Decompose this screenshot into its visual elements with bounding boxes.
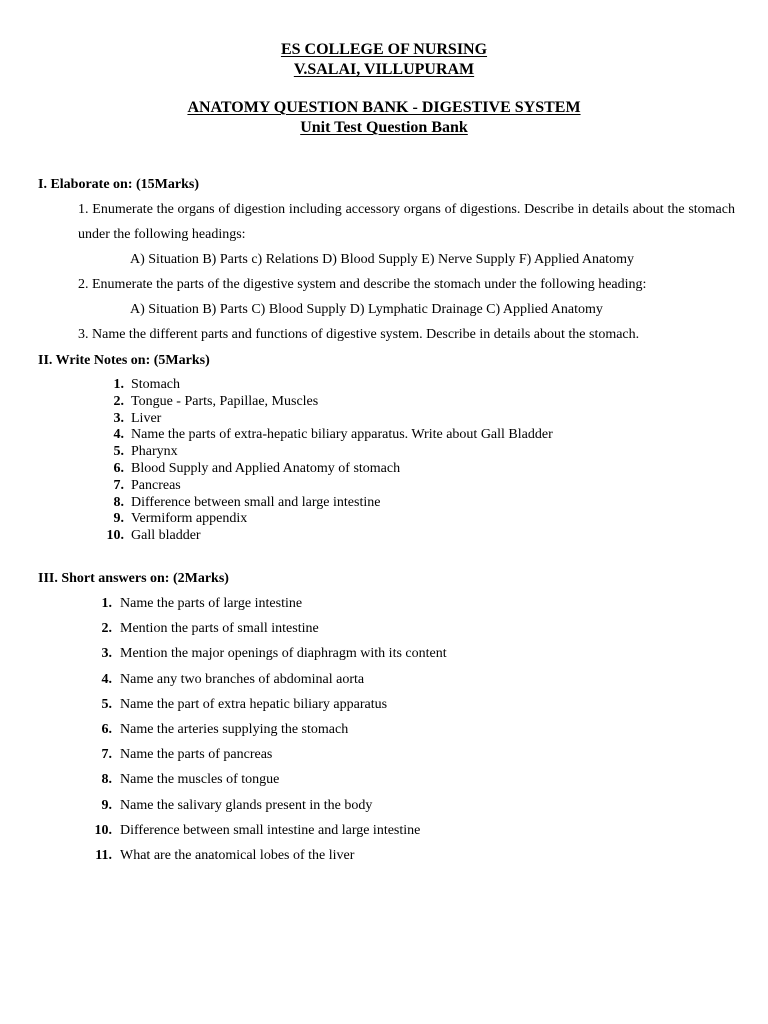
list-item-text: Name the part of extra hepatic biliary apparatus: [120, 696, 388, 712]
list-item-text: Name the parts of pancreas: [120, 747, 273, 763]
list-item-text: Mention the parts of small intestine: [120, 621, 319, 637]
list-item-text: Liver: [131, 410, 162, 426]
section1-question-1: 1. Enumerate the organs of digestion including accessory organs of digestions. Describe in details about the stomach under the following headings:: [78, 202, 735, 242]
list-item-number: 4.: [101, 671, 112, 687]
document-title-text: ANATOMY QUESTION BANK - DIGESTIVE SYSTEM: [187, 99, 581, 116]
list-item-text: What are the anatomical lobes of the liver: [120, 848, 355, 863]
college-location: [0, 60, 768, 80]
list-item-text: Name the arteries supplying the stomach: [120, 722, 349, 737]
document-subtitle: [0, 118, 768, 138]
list-item-number: 6.: [113, 461, 124, 476]
document-title: [0, 98, 768, 118]
list-item-number: 1.: [101, 596, 112, 611]
list-item-number: 3.: [101, 646, 112, 662]
section1-question-2: 2. Enumerate the parts of the digestive system and describe the stomach under the following heading:: [78, 277, 647, 292]
section3-heading: III. Short answers on: (2Marks): [38, 571, 229, 586]
list-item-number: 7.: [101, 747, 112, 763]
list-item-number: 9.: [101, 797, 112, 813]
list-item-number: 5.: [113, 444, 124, 460]
list-item-text: Tongue - Parts, Papillae, Muscles: [131, 393, 319, 409]
list-item-number: 8.: [101, 772, 112, 788]
list-item-text: Name the parts of large intestine: [120, 596, 303, 611]
list-item-text: Difference between small and large intestine: [131, 494, 381, 510]
list-item-number: 6.: [101, 722, 112, 737]
list-item-number: 9.: [113, 511, 124, 527]
list-item-text: Pancreas: [131, 477, 181, 493]
list-item-number: 2.: [113, 393, 124, 409]
list-item-text: Pharynx: [131, 444, 178, 460]
section2-heading: II. Write Notes on: (5Marks): [38, 353, 210, 368]
college-location-text: V.SALAI, VILLUPURAM: [293, 61, 475, 78]
section1-heading: I. Elaborate on: (15Marks): [38, 177, 199, 192]
list-item-text: Gall bladder: [131, 528, 201, 544]
section1-question-2-headings: A) Situation B) Parts C) Blood Supply D) Lymphatic Drainage C) Applied Anatomy: [130, 302, 603, 317]
college-name-text: ES COLLEGE OF NURSING: [280, 41, 488, 58]
list-item-number: 2.: [101, 621, 112, 637]
section1-question-3: 3. Name the different parts and functions of digestive system. Describe in details about the stomach.: [78, 327, 640, 342]
list-item-text: Stomach: [131, 377, 180, 392]
list-item-number: 8.: [113, 494, 124, 510]
list-item-number: 4.: [113, 427, 124, 443]
list-item-text: Name the salivary glands present in the body: [120, 797, 373, 813]
list-item-text: Mention the major openings of diaphragm with its content: [120, 646, 447, 662]
list-item-number: 10.: [106, 528, 124, 544]
list-item-text: Difference between small intestine and large intestine: [120, 822, 421, 838]
list-item-text: Name the muscles of tongue: [120, 772, 280, 788]
document-subtitle-text: Unit Test Question Bank: [300, 119, 468, 136]
list-item-text: Vermiform appendix: [131, 511, 248, 527]
list-item-number: 7.: [113, 477, 124, 493]
list-item-number: 1.: [113, 377, 124, 392]
list-item-number: 3.: [113, 410, 124, 426]
section1-question-1-headings: A) Situation B) Parts c) Relations D) Blood Supply E) Nerve Supply F) Applied Anatomy: [130, 252, 634, 267]
list-item-text: Name the parts of extra-hepatic biliary apparatus. Write about Gall Bladder: [131, 427, 553, 443]
list-item-number: 10.: [94, 822, 112, 838]
list-item-number: 5.: [101, 696, 112, 712]
list-item-number: 11.: [95, 848, 112, 863]
list-item-text: Name any two branches of abdominal aorta: [120, 671, 365, 687]
list-item-text: Blood Supply and Applied Anatomy of stomach: [131, 461, 401, 476]
college-name: [0, 40, 768, 60]
